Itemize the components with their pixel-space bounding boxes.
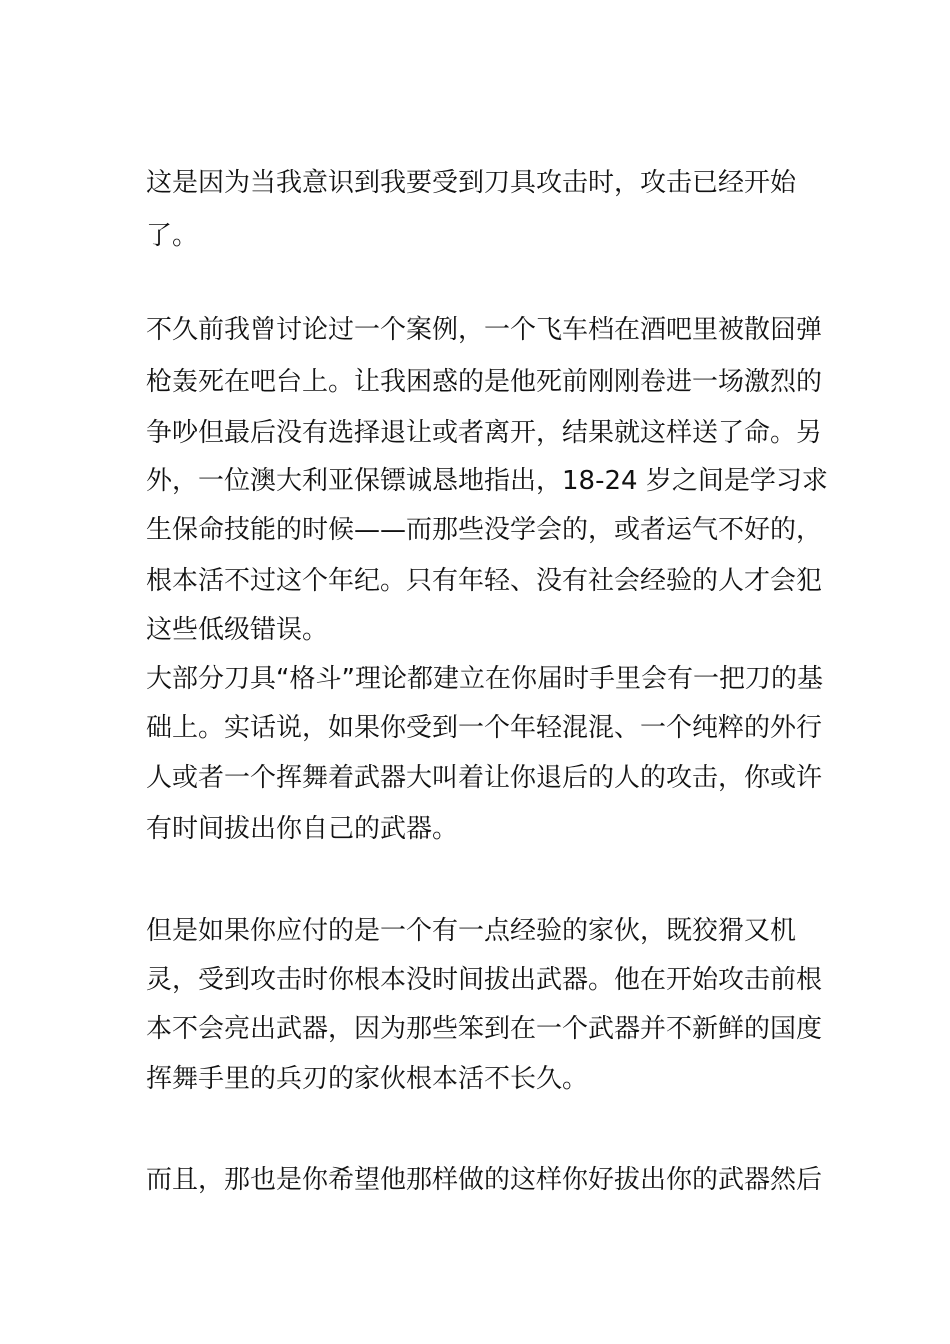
paragraph-2-line-1: 不久前我曾讨论过一个案例，一个飞车档在酒吧里被散囧弹 [146,315,823,345]
paragraph-1-line-1: 这是因为当我意识到我要受到刀具攻击时，攻击已经开始 [146,168,797,198]
paragraph-2-line-3: 争吵但最后没有选择退让或者离开，结果就这样送了命。另 [146,418,823,448]
paragraph-3-line-2: 础上。实话说，如果你受到一个年轻混混、一个纯粹的外行 [146,713,823,743]
paragraph-1-line-2: 了。 [146,221,199,251]
paragraph-4-line-3: 本不会亮出武器，因为那些笨到在一个武器并不新鲜的国度 [146,1014,823,1044]
paragraph-2-line-2: 枪轰死在吧台上。让我困惑的是他死前刚刚卷进一场激烈的 [146,367,823,397]
paragraph-4-line-4: 挥舞手里的兵刃的家伙根本活不长久。 [146,1064,589,1094]
paragraph-5-line-1: 而且，那也是你希望他那样做的这样你好拔出你的武器然后 [146,1165,823,1195]
paragraph-2-line-6: 根本活不过这个年纪。只有年轻、没有社会经验的人才会犯 [146,566,823,596]
paragraph-2-line-5: 生保命技能的时候——而那些没学会的，或者运气不好的， [146,515,823,545]
paragraph-2-line-4: 外，一位澳大利亚保镖诚恳地指出，18-24 岁之间是学习求 [146,466,828,496]
paragraph-4-line-1: 但是如果你应付的是一个有一点经验的家伙，既狡猾又机 [146,916,797,946]
paragraph-2-line-7: 这些低级错误。 [146,615,329,645]
paragraph-4-line-2: 灵，受到攻击时你根本没时间拔出武器。他在开始攻击前根 [146,965,823,995]
paragraph-3-line-3: 人或者一个挥舞着武器大叫着让你退后的人的攻击，你或许 [146,763,823,793]
paragraph-3-line-1: 大部分刀具“格斗”理论都建立在你届时手里会有一把刀的基 [146,664,823,694]
paragraph-3-line-4: 有时间拔出你自己的武器。 [146,814,459,844]
